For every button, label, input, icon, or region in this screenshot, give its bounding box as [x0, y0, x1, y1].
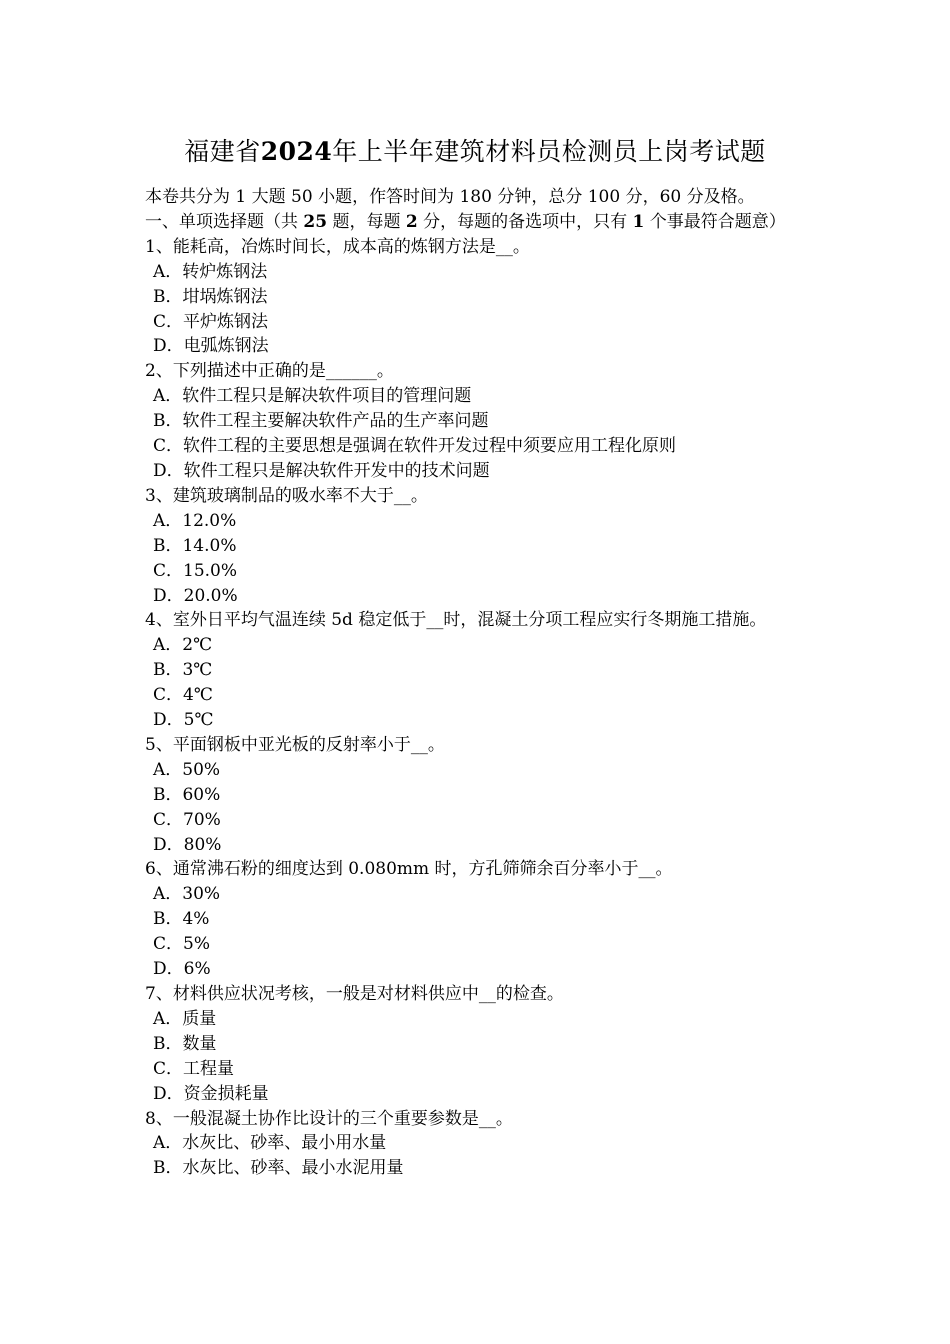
question-option: B．软件工程主要解决软件产品的生产率问题 [153, 411, 489, 432]
section-heading [145, 210, 810, 235]
question-stem: 6、通常沸石粉的细度达到 0.080mm 时，方孔筛筛余百分率小于__。 [145, 859, 673, 880]
section-heading-text: 分，每题的备选项中，只有 [417, 211, 633, 232]
question-option: D．20.0% [153, 585, 238, 606]
question-stem: 3、建筑玻璃制品的吸水率不大于__。 [145, 485, 428, 506]
question-option: A．2℃ [153, 635, 213, 656]
question-option: D．软件工程只是解决软件开发中的技术问题 [153, 460, 490, 481]
question-option: C．平炉炼钢法 [153, 311, 269, 332]
question-option: A．30% [153, 884, 221, 905]
section-question-count: 25 [303, 211, 328, 232]
section-question-score: 2 [405, 211, 418, 232]
question-stem: 8、一般混凝土协作比设计的三个重要参数是__。 [145, 1108, 513, 1129]
question-option: C．5% [153, 934, 210, 955]
section-heading-text: 个事最符合题意） [644, 211, 786, 232]
title-suffix: 年上半年建筑材料员检测员上岗考试题 [332, 137, 766, 166]
question-option: C．软件工程的主要思想是强调在软件开发过程中须要应用工程化原则 [153, 436, 677, 457]
question-stem: 2、下列描述中正确的是______。 [145, 361, 394, 382]
question-option: A．12.0% [153, 510, 237, 531]
title-year: 2024 [260, 137, 333, 166]
section-heading-text: 题，每题 [327, 211, 406, 232]
question-option: C．15.0% [153, 560, 238, 581]
exam-intro: 本卷共分为 1 大题 50 小题，作答时间为 180 分钟，总分 100 分，60 分及格。 [145, 187, 755, 207]
document-title [0, 132, 950, 172]
question-stem: 1、能耗高，冶炼时间长，成本高的炼钢方法是__。 [145, 236, 530, 257]
question-option: C．4℃ [153, 685, 213, 706]
question-option: B．坩埚炼钢法 [153, 286, 268, 307]
question-option: D．5℃ [153, 710, 214, 731]
section-correct-count: 1 [632, 211, 645, 232]
question-option: B．水灰比、砂率、最小水泥用量 [153, 1158, 404, 1179]
question-stem: 4、室外日平均气温连续 5d 稳定低于__时，混凝土分项工程应实行冬期施工措施。 [145, 610, 767, 631]
document-body [145, 185, 810, 1181]
question-option: A．软件工程只是解决软件项目的管理问题 [153, 386, 472, 407]
question-option: C．70% [153, 809, 221, 830]
question-option: B．3℃ [153, 660, 213, 681]
question-option: D．6% [153, 959, 211, 980]
question-stem: 7、材料供应状况考核，一般是对材料供应中__的检查。 [145, 984, 564, 1004]
question-option: D．80% [153, 834, 222, 855]
question-option: B．14.0% [153, 535, 237, 556]
question-option: A．水灰比、砂率、最小用水量 [153, 1133, 387, 1154]
question-option: D．电弧炼钢法 [153, 336, 269, 357]
question-option: D．资金损耗量 [153, 1083, 269, 1104]
question-option: A．50% [153, 759, 221, 780]
question-stem: 5、平面钢板中亚光板的反射率小于__。 [145, 734, 445, 755]
question-option: B．4% [153, 909, 210, 930]
question-option: C．工程量 [153, 1058, 235, 1079]
question-option: A．质量 [153, 1008, 217, 1029]
title-prefix: 福建省 [184, 137, 261, 166]
question-option: B．数量 [153, 1033, 217, 1054]
question-option: A．转炉炼钢法 [153, 261, 268, 282]
section-heading-text: 一、单项选择题（共 [145, 211, 304, 232]
question-option: B．60% [153, 784, 221, 805]
